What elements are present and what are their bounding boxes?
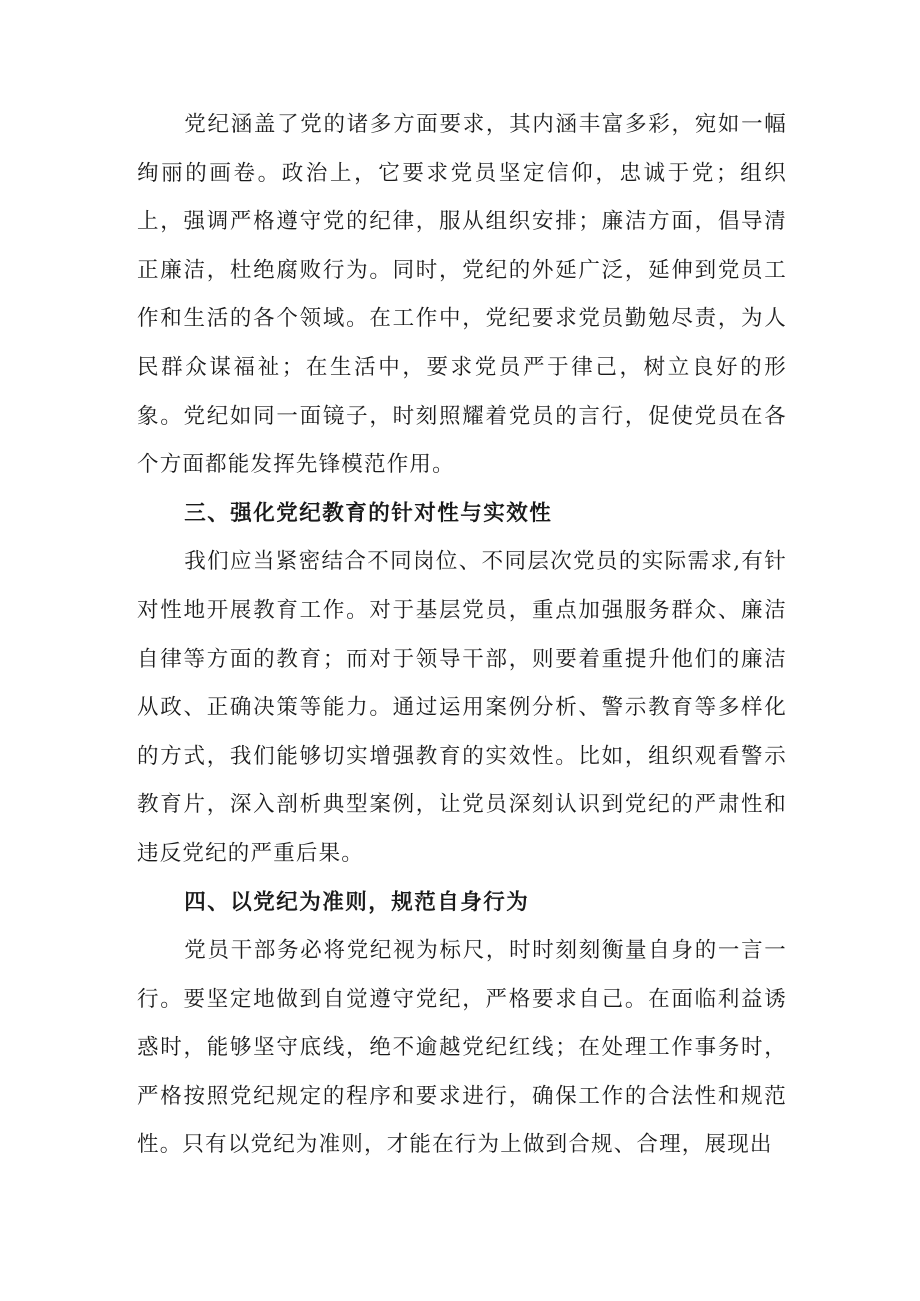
- section-heading-4: 四、以党纪为准则，规范自身行为: [184, 889, 530, 915]
- section-heading-3: 三、强化党纪教育的针对性与实效性: [184, 500, 553, 526]
- paragraph-education-targeting: 我们应当紧密结合不同岗位、不同层次党员的实际需求,有针对性地开展教育工作。对于基层党员，重点加强服务群众、廉洁自律等方面的教育；而对于领导干部，则要着重提升他们的廉洁从政、正确决策等能力。通过运用案例分析、警示教育等多样化的方式，我们能够切实增强教育的实效性。比如，组织观看警示教育片，深入剖析典型案例，让党员深刻认识到党纪的严肃性和违反党纪的严重后果。: [137, 549, 787, 866]
- paragraph-party-discipline-scope: 党纪涵盖了党的诸多方面要求，其内涵丰富多彩，宛如一幅绚丽的画卷。政治上，它要求党员坚定信仰，忠诚于党；组织上，强调严格遵守党的纪律，服从组织安排；廉洁方面，倡导清正廉洁，杜绝腐败行为。同时，党纪的外延广泛，延伸到党员工作和生活的各个领域。在工作中，党纪要求党员勤勉尽责，为人民群众谋福祉；在生活中，要求党员严于律己，树立良好的形象。党纪如同一面镜子，时刻照耀着党员的言行，促使党员在各个方面都能发挥先锋模范作用。: [137, 112, 787, 478]
- paragraph-standardize-behavior: 党员干部务必将党纪视为标尺，时时刻刻衡量自身的一言一行。要坚定地做到自觉遵守党纪，严格要求自己。在面临利益诱惑时，能够坚守底线，绝不逾越党纪红线；在处理工作事务时，严格按照党纪规定的程序和要求进行，确保工作的合法性和规范性。只有以党纪为准则，才能在行为上做到合规、合理，展现出: [137, 938, 787, 1158]
- document-body: [137, 101, 787, 1170]
